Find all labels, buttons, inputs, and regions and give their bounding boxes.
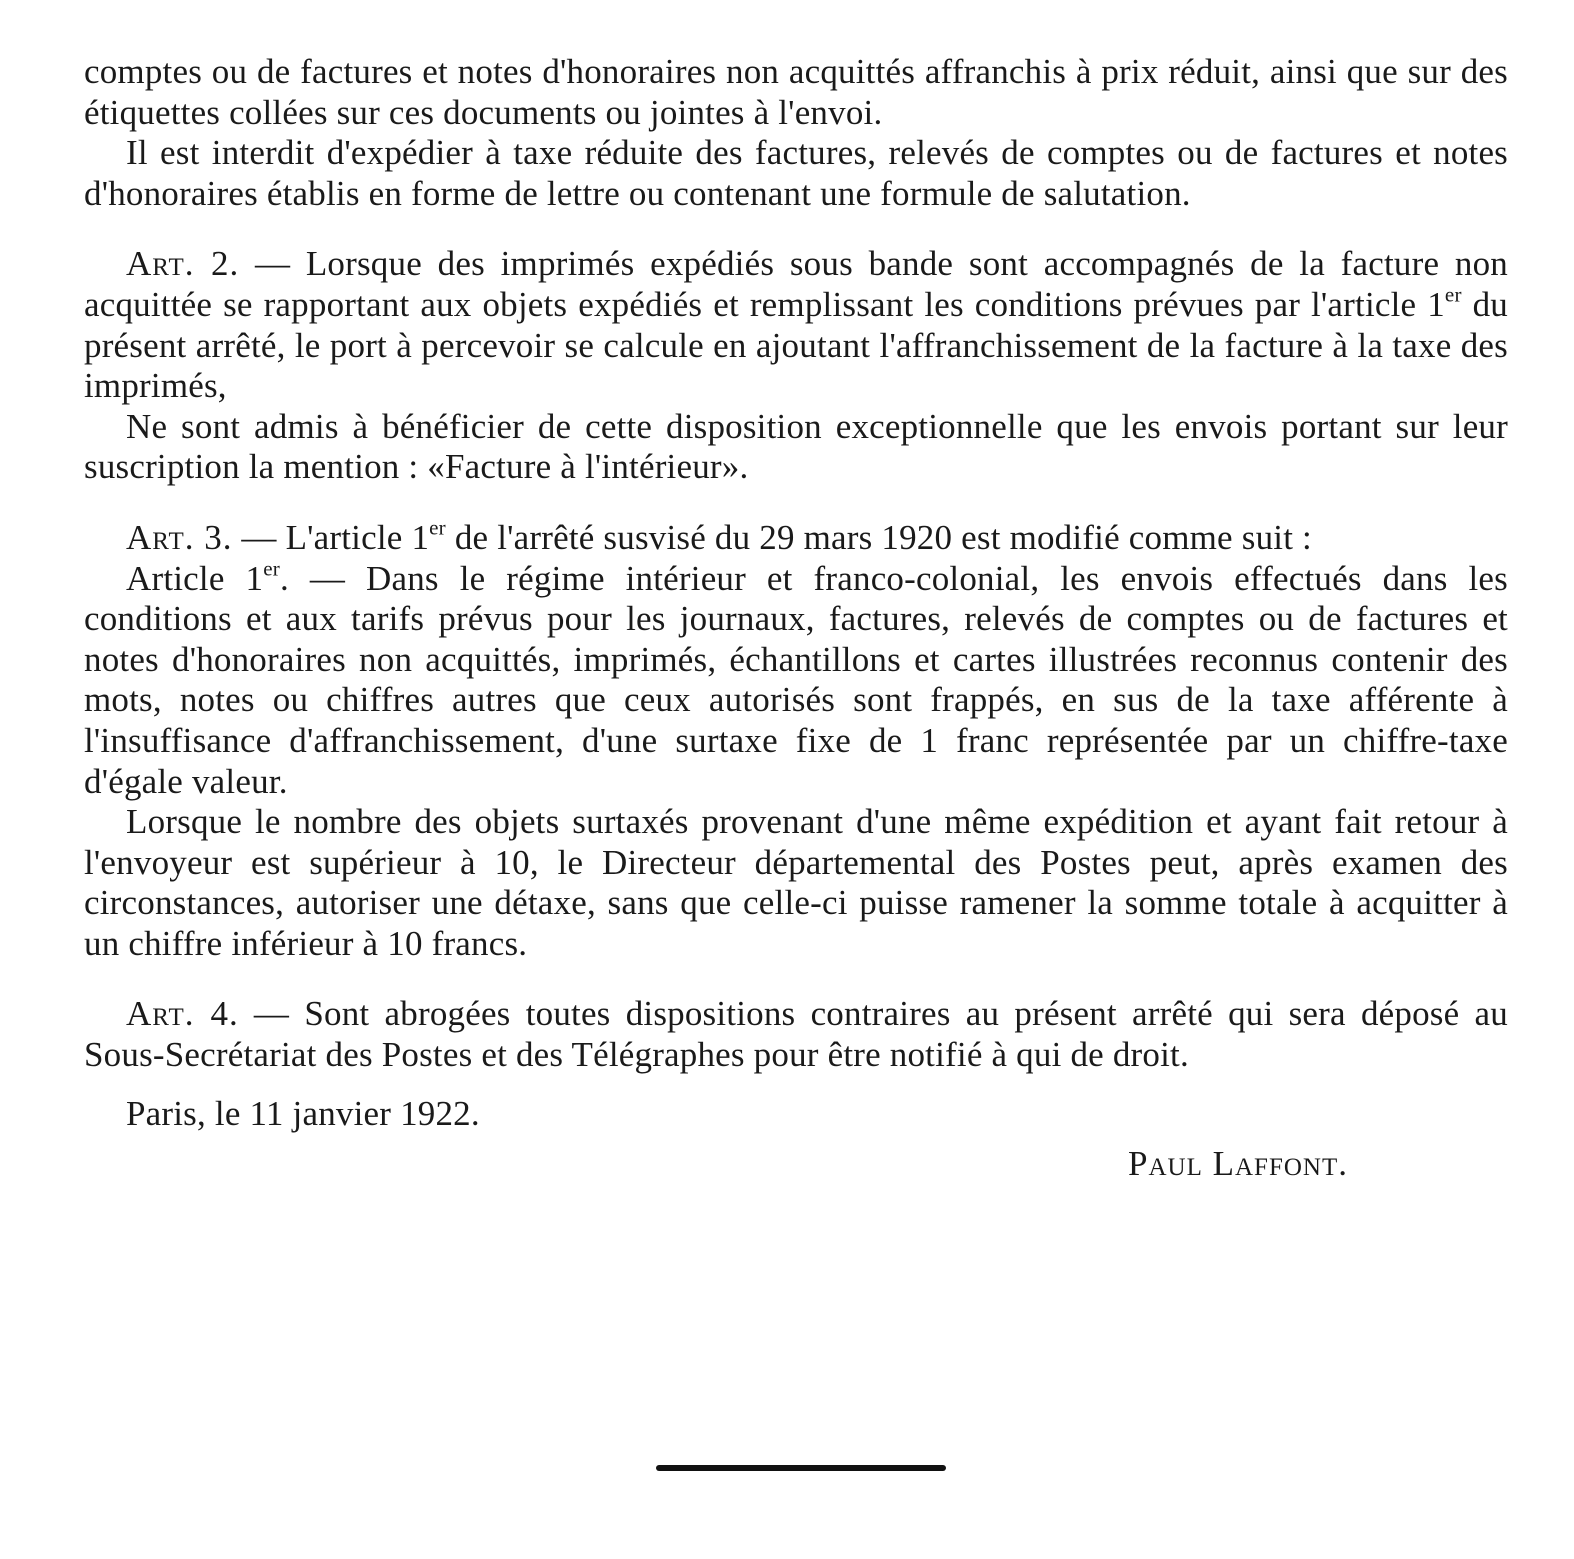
- article-2-label: Art. 2.: [126, 244, 240, 284]
- article-3-label: Art. 3.: [126, 517, 233, 557]
- signature: Paul Laffont.: [1128, 1144, 1348, 1184]
- paragraph-continuation: comptes ou de factures et notes d'honoraires non acquittés affranchis à prix réduit, ainsi que sur des étiquettes collées sur ces documents ou jointes à l'envoi.: [84, 52, 1508, 132]
- article-2-paragraph-2: Ne sont admis à bénéficier de cette disposition exceptionnelle que les envois portant sur leur suscription la mention : «Facture à l'intérieur».: [84, 406, 1508, 487]
- article-4-text: — Sont abrogées toutes dispositions contraires au présent arrêté qui sera déposé au Sous-Secrétariat des Postes et des Télégraphes pour être notifié à qui de droit.: [84, 994, 1508, 1075]
- article-2: [84, 244, 1508, 406]
- article-2-text-b: du présent arrêté, le port à percevoir se calcule en ajoutant l'affranchissement de la facture à la taxe des imprimés,: [84, 284, 1508, 406]
- place-date: Paris, le 11 janvier 1922.: [126, 1093, 480, 1133]
- paragraph-interdiction: Il est interdit d'expédier à taxe réduite des factures, relevés de comptes ou de factures et notes d'honoraires établis en forme de lettre ou contenant une formule de salutation.: [84, 133, 1508, 213]
- article-3-paragraph-3: Lorsque le nombre des objets surtaxés provenant d'une même expédition et ayant fait retour à l'envoyeur est supérieur à 10, le Directeur départemental des Postes peut, après examen des circonstances, autoriser une détaxe, sans que celle-ci puisse ramener la somme totale à acquitter à un chiffre inférieur à 10 francs.: [84, 802, 1508, 963]
- article-2-superscript: er: [1444, 282, 1462, 307]
- article-3: [84, 515, 1508, 559]
- quoted-article-superscript: er: [263, 555, 280, 580]
- article-3-quoted-article: [84, 555, 1508, 803]
- quoted-article-text: . — Dans le régime intérieur et franco-colonial, les envois effectués dans les conditions et aux tarifs prévus pour les journaux, factures, relevés de comptes ou de factures et notes d'honoraires non acquittés, imprimés, échantillons et cartes illustrées reconnus contenir des mots, notes ou chiffres autres que ceux autorisés sont frappés, en sus de la taxe afférente à l'insuffisance d'affranchissement, d'une surtaxe fixe de 1 franc représentée par un chiffre-taxe d'égale valeur.: [84, 558, 1508, 801]
- article-4: [84, 994, 1508, 1075]
- end-rule-divider: [656, 1465, 946, 1471]
- article-4-label: Art. 4.: [126, 994, 239, 1034]
- article-2-text-a: — Lorsque des imprimés expédiés sous bande sont accompagnés de la facture non acquittée se rapportant aux objets expédiés et remplissant les conditions prévues par l'article 1: [84, 244, 1508, 324]
- document-page: [84, 52, 1508, 1185]
- quoted-article-label: Article 1: [126, 558, 264, 598]
- article-3-text-a: — L'article 1: [232, 517, 430, 557]
- article-3-superscript: er: [429, 515, 446, 540]
- article-3-text-b: de l'arrêté susvisé du 29 mars 1920 est modifié comme suit :: [445, 517, 1312, 557]
